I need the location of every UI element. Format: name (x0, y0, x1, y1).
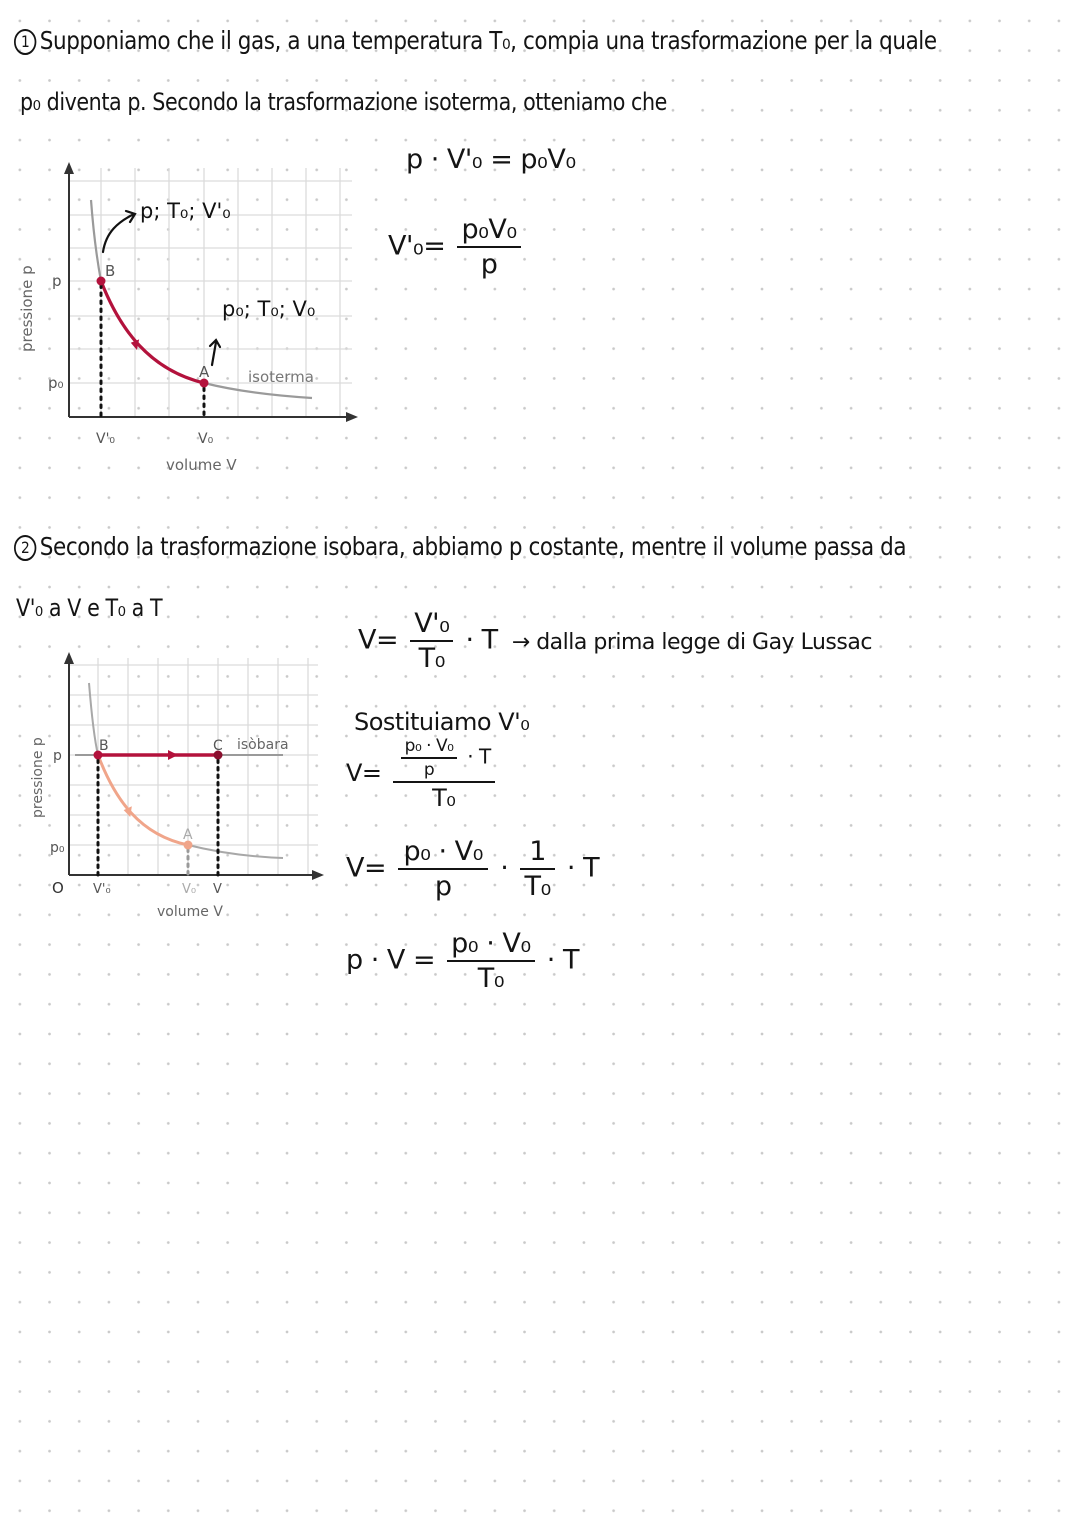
y-tick-p: p (52, 272, 62, 290)
outer-fraction (393, 736, 495, 812)
eq-lhs: p · V'₀ (406, 144, 483, 175)
point-a-label: A (199, 363, 210, 381)
eq-lhs: p · V (346, 944, 405, 976)
section1-line1-text: Supponiamo che il gas, a una temperatura T₀, compia una trasformazione per la quale (39, 26, 937, 55)
numerator: p₀ · V₀ (451, 928, 531, 959)
outer-denominator: T₀ (393, 781, 495, 812)
denominator: p (457, 246, 520, 280)
denominator: T₀ (410, 640, 453, 674)
section2-line1-text: Secondo la trasformazione isobara, abbiamo p costante, mentre il volume passa da (39, 532, 907, 561)
y-axis-label: pressione p (18, 265, 36, 352)
numerator: 1 (529, 836, 546, 867)
x-axis-label: volume V (166, 456, 237, 474)
x-tick-v: V (213, 882, 222, 897)
numerator: V'₀ (414, 608, 450, 639)
point-c-label: C (213, 738, 223, 754)
gay-lussac-formula (358, 608, 872, 674)
inner-denominator: p (401, 757, 458, 780)
eq-lhs: V'₀ (388, 230, 424, 262)
fraction (410, 608, 453, 674)
fraction-1 (398, 836, 488, 902)
expanded-formula (346, 836, 599, 902)
point-a-label: A (183, 827, 193, 843)
x-axis-label: volume V (157, 904, 223, 920)
eq-sign: = (361, 759, 382, 787)
origin-label: O (52, 879, 64, 897)
eq-sign: = (375, 624, 399, 656)
eq-tail: · T (546, 944, 579, 976)
eq-sign: = (363, 852, 387, 884)
denominator: T₀ (520, 868, 554, 902)
substituted-formula (346, 736, 499, 812)
denominator: T₀ (447, 960, 535, 994)
section1-line2: p₀ diventa p. Secondo la trasformazione isoterma, otteniamo che (20, 88, 667, 116)
point-a-annotation: p₀; T₀; V₀ (222, 297, 316, 321)
isotherm-label: isoterma (248, 368, 314, 386)
x-tick-v0-prime: V'₀ (96, 431, 116, 447)
isotherm-equation (406, 144, 576, 175)
point-b-annotation: p; T₀; V'₀ (140, 199, 231, 223)
section-number-badge: 1 (14, 29, 36, 55)
inner-tail: · T (467, 744, 491, 769)
previous-process-path (98, 755, 188, 845)
inner-fraction (401, 736, 458, 780)
section2-line2: V'₀ a V e T₀ a T (16, 594, 163, 622)
point-b-label: B (99, 738, 109, 754)
formula-note: → dalla prima legge di Gay Lussac (511, 629, 872, 655)
isotherm-diagram (0, 150, 380, 480)
numerator: p₀V₀ (461, 214, 517, 245)
fraction (447, 928, 535, 994)
isobar-diagram (0, 645, 340, 930)
inner-numerator: p₀ · V₀ (404, 736, 454, 756)
eq-lhs: V (346, 852, 364, 884)
eq-tail: · T (566, 852, 600, 884)
eq-sign: = (412, 944, 436, 976)
substitute-label: Sostituiamo V'₀ (354, 708, 530, 736)
eq-tail: · T (465, 624, 498, 656)
eq-lhs: V (346, 759, 362, 787)
fraction-2 (520, 836, 554, 902)
denominator: p (398, 868, 488, 902)
dot-operator: · (500, 852, 509, 884)
fraction (457, 214, 520, 280)
final-formula (346, 928, 579, 994)
section1-line1 (14, 26, 937, 55)
isobar-label: isòbara (237, 737, 289, 753)
arrow-head-icon (168, 750, 178, 760)
process-path (101, 281, 204, 383)
section2-line1 (14, 532, 906, 561)
grid (69, 658, 318, 875)
eq-lhs: V (358, 624, 376, 656)
x-tick-v0-prime: V'₀ (93, 882, 111, 897)
v0-prime-formula (388, 214, 525, 280)
section-number-badge: 2 (14, 535, 36, 561)
eq-sign: = (490, 144, 513, 175)
eq-sign: = (423, 230, 446, 262)
numerator: p₀ · V₀ (403, 836, 483, 867)
y-axis-label: pressione p (30, 737, 46, 818)
x-tick-v0: V₀ (198, 431, 214, 447)
x-tick-v0: V₀ (182, 882, 197, 897)
y-tick-p0: p₀ (48, 374, 64, 392)
y-tick-p0: p₀ (50, 840, 65, 856)
annotation-arrow-icon (103, 211, 135, 252)
point-b-label: B (105, 262, 116, 280)
y-tick-p: p (53, 748, 62, 764)
annotation-arrow-icon (210, 340, 220, 365)
outer-numerator (393, 736, 495, 781)
eq-rhs: p₀V₀ (520, 144, 576, 175)
